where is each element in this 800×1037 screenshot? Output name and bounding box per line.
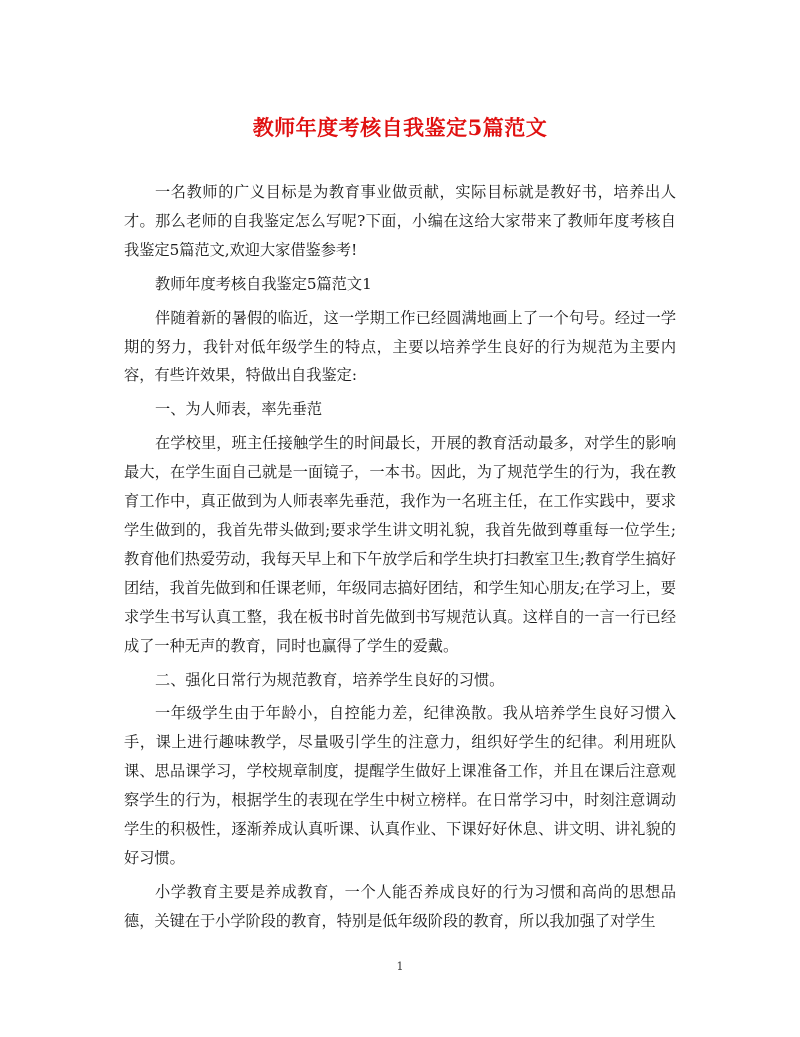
document-title: 教师年度考核自我鉴定5篇范文 <box>252 115 548 140</box>
page-number: 1 <box>396 960 404 973</box>
body-paragraph: 小学教育主要是养成教育，一个人能否养成良好的行为习惯和高尚的思想品德，关键在于小学阶段的教育，特别是低年级阶段的教育，所以我加强了对学生 <box>124 882 676 930</box>
body-paragraph: 一年级学生由于年龄小，自控能力差，纪律涣散。我从培养学生良好习惯入手，课上进行趣味教学，尽量吸引学生的注意力，组织好学生的纪律。利用班队课、思品课学习，学校规章制度，提醒学生做好上课准备工作，并且在课后注意观察学生的行为，根据学生的表现在学生中树立榜样。在日常学习中，时刻注意调动学生的积极性，逐渐养成认真听课、认真作业、下课好好休息、讲文明、讲礼貌的好习惯。 <box>124 704 676 867</box>
body-paragraph: 伴随着新的暑假的临近，这一学期工作已经圆满地画上了一个句号。经过一学期的努力，我针对低年级学生的特点，主要以培养学生良好的行为规范为主要内容，有些许效果，特做出自我鉴定: <box>124 308 676 385</box>
subheading-2: 二、强化日常行为规范教育，培养学生良好的习惯。 <box>155 670 505 689</box>
subheading-1: 一、为人师表，率先垂范 <box>155 400 323 419</box>
document-body <box>124 178 676 941</box>
section-heading-essay-1: 教师年度考核自我鉴定5篇范文1 <box>155 274 372 293</box>
intro-paragraph: 一名教师的广义目标是为教育事业做贡献，实际目标就是教好书，培养出人才。那么老师的自我鉴定怎么写呢?下面，小编在这给大家带来了教师年度考核自我鉴定5篇范文,欢迎大家借鉴参考! <box>124 183 676 259</box>
body-paragraph: 在学校里，班主任接触学生的时间最长，开展的教育活动最多，对学生的影响最大，在学生面自己就是一面镜子，一本书。因此，为了规范学生的行为，我在教育工作中，真正做到为人师表率先垂范，我作为一名班主任，在工作实践中，要求学生做到的，我首先带头做到;要求学生讲文明礼貌，我首先做到尊重每一位学生;教育他们热爱劳动，我每天早上和下午放学后和学生块打扫教室卫生;教育学生搞好团结，我首先做到和任课老师，年级同志搞好团结，和学生知心朋友;在学习上，要求学生书写认真工整，我在板书时首先做到书写规范认真。这样自的一言一行已经成了一种无声的教育，同时也赢得了学生的爱戴。 <box>124 434 676 655</box>
